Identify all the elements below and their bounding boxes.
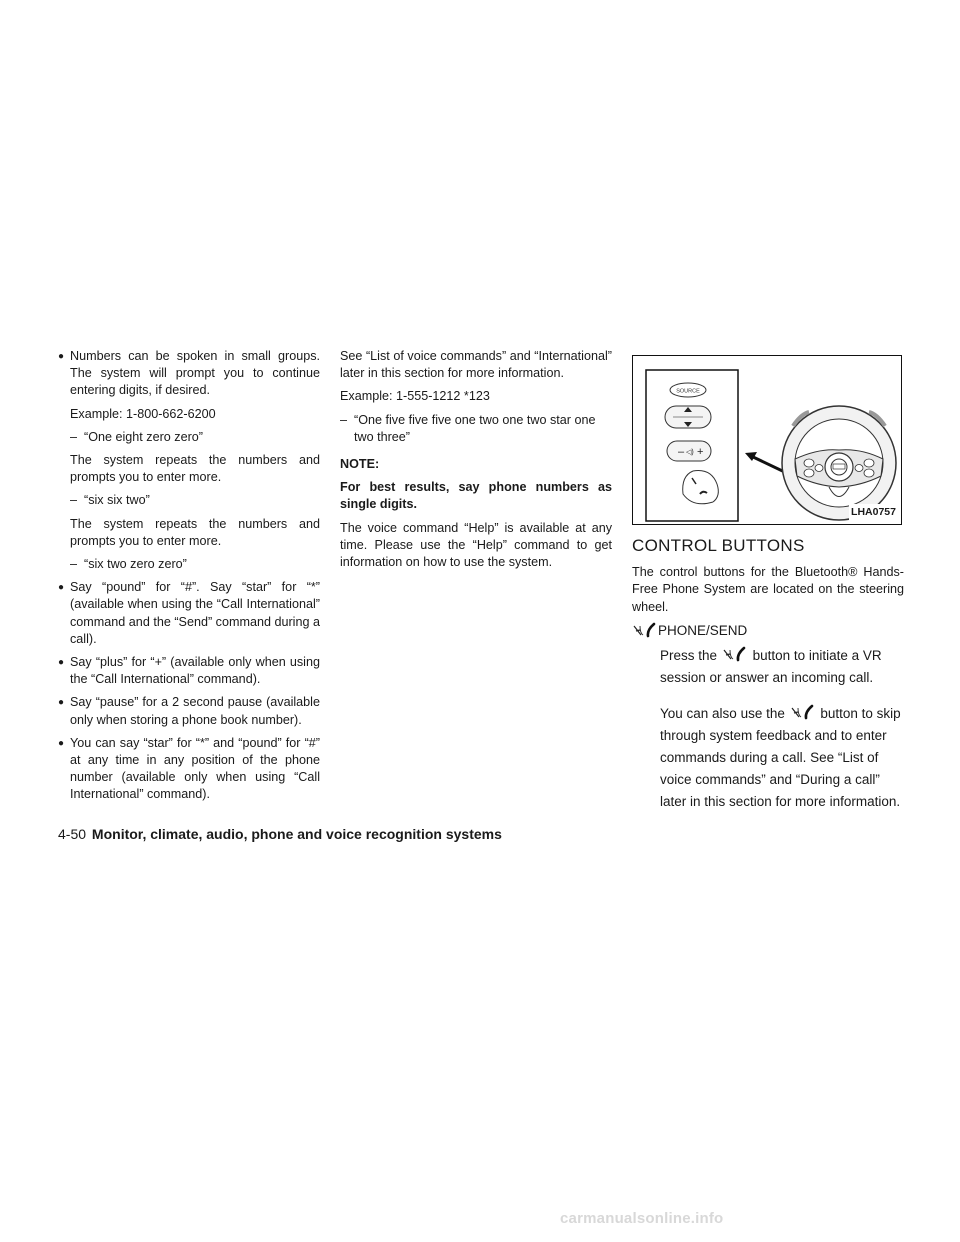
- bullet-item: [58, 579, 320, 648]
- svg-text:+: +: [697, 446, 704, 458]
- chapter-title: Monitor, climate, audio, phone and voice recognition systems: [91, 826, 502, 842]
- description-text: button to skip through system feedback and to enter commands during a call. See “List of voice commands” and “During a call” later in this section for more information.: [660, 706, 901, 810]
- page-number: 4-50: [58, 826, 87, 842]
- description-text: Press the: [660, 648, 718, 664]
- note-heading: NOTE:: [340, 457, 380, 472]
- example-text: Example: 1-800-662-6200: [70, 406, 216, 421]
- column-left: [58, 348, 320, 810]
- bullet-icon: ●: [58, 351, 65, 362]
- body-text: See “List of voice commands” and “International” later in this section for more information.: [340, 349, 612, 381]
- dash-item: – “six two zero zero”: [70, 557, 187, 572]
- bullet-icon: ●: [58, 582, 65, 594]
- column-right: [632, 348, 904, 827]
- source-button-label: SOURCE: [676, 388, 700, 395]
- svg-text:◁): ◁): [686, 449, 694, 456]
- bullet-text: Numbers can be spoken in small groups. The system will prompt you to continue entering digits, if desired.: [70, 349, 320, 398]
- phone-send-label: PHONE/SEND: [658, 622, 748, 638]
- figure-id-label: LHA0757: [849, 504, 898, 521]
- bullet-icon: ●: [58, 697, 65, 709]
- page-footer: [58, 826, 502, 842]
- phone-send-icon: [632, 622, 658, 638]
- example-text: Example: 1-555-1212 *123: [340, 389, 490, 404]
- phone-send-description: [632, 645, 904, 813]
- dash-item: – “One eight zero zero”: [70, 429, 203, 444]
- section-intro: The control buttons for the Bluetooth® Hands-Free Phone System are located on the steering wheel.: [632, 565, 904, 614]
- bullet-item: [58, 654, 320, 688]
- dash-item: – “One five five five one two one two star one two three”: [340, 412, 596, 444]
- body-text: The voice command “Help” is available at any time. Please use the “Help” command to get information on how to use the system.: [340, 520, 612, 570]
- description-text: button to initiate a VR session or answer an incoming call.: [660, 648, 882, 686]
- bullet-text: Say “plus” for “+” (available only when using the “Call International” command).: [70, 655, 320, 687]
- note-body: For best results, say phone numbers as single digits.: [340, 480, 612, 512]
- phone-send-icon: [721, 646, 749, 662]
- bullet-icon: ●: [58, 657, 65, 669]
- column-middle: [340, 348, 612, 577]
- steering-wheel-figure: [632, 355, 902, 525]
- section-title: CONTROL BUTTONS: [632, 536, 805, 555]
- body-text: The system repeats the numbers and prompts you to enter more.: [70, 516, 320, 548]
- steering-wheel-illustration: [633, 356, 901, 524]
- bullet-item: [58, 694, 320, 728]
- bullet-item: [58, 735, 320, 804]
- bullet-text: Say “pound” for “#”. Say “star” for “*” (available when using the “Call International” command and the “Send” command during a call).: [70, 580, 320, 646]
- phone-send-heading: [632, 622, 904, 639]
- phone-send-icon: [789, 704, 817, 720]
- description-text: You can also use the: [660, 706, 785, 722]
- bullet-item: [58, 348, 320, 400]
- dash-item: – “six six two”: [70, 493, 150, 508]
- watermark: carmanualsonline.info: [560, 1210, 724, 1227]
- svg-text:–: –: [678, 446, 685, 458]
- body-text: The system repeats the numbers and prompts you to enter more.: [70, 453, 320, 485]
- bullet-icon: ●: [58, 737, 65, 749]
- bullet-text: You can say “star” for “*” and “pound” for “#” at any time in any position of the phone number (available only when using “Call International” command).: [70, 735, 320, 802]
- bullet-text: Say “pause” for a 2 second pause (available only when storing a phone book number).: [70, 695, 320, 727]
